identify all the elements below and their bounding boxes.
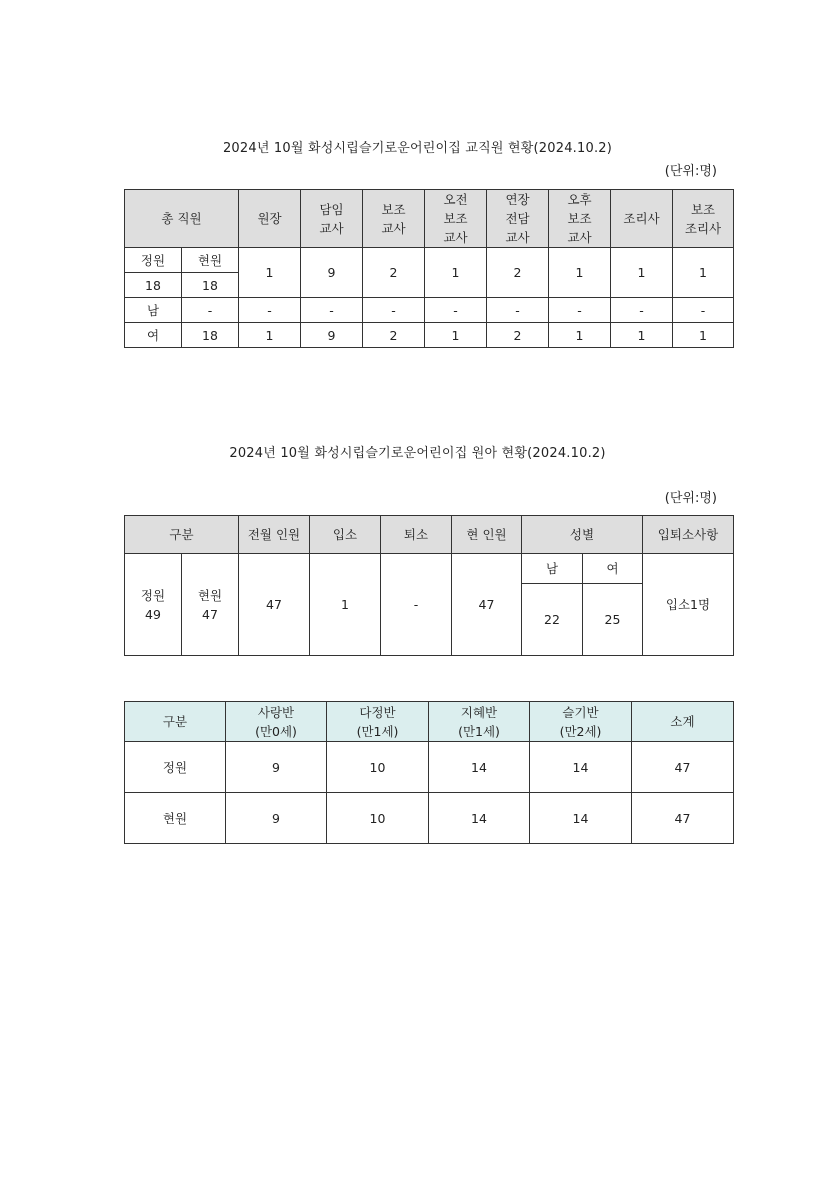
classes-row-label: 정원 [125,742,226,793]
header-line: 교사 [567,230,592,245]
children-header-admission: 입소 [310,516,381,554]
staff-quota-value: 18 [125,273,182,298]
staff-count-extended: 2 [487,248,549,298]
staff-female-label: 여 [125,323,182,348]
staff-male-row [125,298,734,323]
children-header-gender: 성별 [522,516,643,554]
children-header-notes: 입퇴소사항 [643,516,734,554]
children-prev-month-value: 47 [239,554,310,656]
staff-female-cell: 1 [549,323,611,348]
staff-current-value: 18 [182,273,239,298]
classes-quota-row [125,742,734,793]
header-line: 오후 [567,192,592,207]
staff-male-cell: - [363,298,425,323]
staff-male-label: 남 [125,298,182,323]
staff-male-total: - [182,298,239,323]
children-table [124,515,734,656]
staff-header-director: 원장 [239,190,301,248]
staff-header-row [125,190,734,248]
classes-header-dajeong [327,702,429,742]
classes-cell: 47 [632,793,734,844]
staff-count-assistant-cook: 1 [673,248,734,298]
classes-cell: 14 [530,742,632,793]
staff-female-cell: 1 [425,323,487,348]
header-line: 보조 [690,201,716,217]
staff-quota-label: 정원 [125,248,182,273]
staff-male-cell: - [301,298,363,323]
staff-header-homeroom [301,190,363,248]
header-line: 담임 [319,201,344,217]
staff-quota-label-row [125,248,734,273]
header-line: 교사 [505,230,530,245]
class-name: 사랑반 [257,704,295,720]
staff-male-cell: - [611,298,673,323]
classes-cell: 14 [530,793,632,844]
children-current-value: 47 [202,606,218,622]
staff-male-cell: - [239,298,301,323]
classes-cell: 9 [226,793,327,844]
header-line: 조리사 [684,220,722,236]
classes-cell: 10 [327,793,429,844]
staff-female-row [125,323,734,348]
staff-table [124,189,734,348]
staff-female-cell: 2 [487,323,549,348]
staff-header-extended [487,190,549,248]
classes-cell: 14 [429,793,530,844]
classes-cell: 47 [632,742,734,793]
staff-count-pm-assistant: 1 [549,248,611,298]
children-quota-value: 49 [145,606,161,622]
header-line: 보조 [443,211,468,226]
children-unit: (단위:명) [664,491,717,506]
children-current-cell [182,554,239,656]
children-header-prev-month: 전월 인원 [239,516,310,554]
children-title: 2024년 10월 화성시립슬기로운어린이집 원아 현황(2024.10.2) [229,446,606,461]
children-header-row [125,516,734,554]
staff-header-cook: 조리사 [611,190,673,248]
staff-female-cell: 1 [611,323,673,348]
classes-cell: 14 [429,742,530,793]
classes-cell: 9 [226,742,327,793]
classes-row-label: 현원 [125,793,226,844]
children-header-leave: 퇴소 [381,516,452,554]
staff-current-label: 현원 [182,248,239,273]
staff-male-cell: - [673,298,734,323]
staff-female-cell: 2 [363,323,425,348]
class-name: 다정반 [359,704,396,720]
children-male-value: 22 [522,584,583,656]
header-line: 오전 [443,192,468,207]
children-female-value: 25 [583,584,643,656]
header-line: 교사 [381,220,406,236]
staff-count-director: 1 [239,248,301,298]
class-name: 지혜반 [460,704,498,720]
classes-header-row [125,702,734,742]
children-data-row [125,554,734,584]
class-age: (만0세) [255,723,297,739]
classes-cell: 10 [327,742,429,793]
classes-table [124,701,734,844]
classes-header-jihye [429,702,530,742]
children-female-label: 여 [583,554,643,584]
header-line: 보조 [381,201,406,217]
staff-header-am-assistant [425,190,487,248]
children-header-current: 현 인원 [452,516,522,554]
staff-header-assistant [363,190,425,248]
children-current-label: 현원 [197,587,223,603]
staff-header-pm-assistant [549,190,611,248]
children-quota-cell [125,554,182,656]
classes-header-sarang [226,702,327,742]
classes-header-category: 구분 [125,702,226,742]
class-age: (만1세) [458,723,500,739]
staff-count-cook: 1 [611,248,673,298]
staff-female-cell: 1 [239,323,301,348]
staff-male-cell: - [487,298,549,323]
classes-current-row [125,793,734,844]
staff-female-cell: 9 [301,323,363,348]
staff-count-assistant: 2 [363,248,425,298]
header-line: 교사 [319,220,344,236]
classes-header-seulgi [530,702,632,742]
children-current-count: 47 [452,554,522,656]
header-line: 보조 [567,211,592,226]
header-line: 전담 [505,211,530,226]
children-admission-value: 1 [310,554,381,656]
children-male-label: 남 [522,554,583,584]
staff-header-assistant-cook [673,190,734,248]
staff-title: 2024년 10월 화성시립슬기로운어린이집 교직원 현황(2024.10.2) [222,141,613,156]
staff-male-cell: - [549,298,611,323]
children-header-category: 구분 [125,516,239,554]
staff-female-total: 18 [182,323,239,348]
classes-header-subtotal: 소계 [632,702,734,742]
staff-unit: (단위:명) [664,164,717,179]
class-age: (만2세) [559,723,602,739]
children-quota-label: 정원 [140,587,166,603]
staff-count-homeroom: 9 [301,248,363,298]
header-line: 교사 [443,230,468,245]
staff-male-cell: - [425,298,487,323]
class-name: 슬기반 [562,704,599,720]
staff-count-am-assistant: 1 [425,248,487,298]
staff-header-total: 총 직원 [125,190,239,248]
class-age: (만1세) [356,723,399,739]
children-leave-value: - [381,554,452,656]
children-notes-value: 입소1명 [643,554,734,656]
staff-female-cell: 1 [673,323,734,348]
header-line: 연장 [505,192,530,207]
